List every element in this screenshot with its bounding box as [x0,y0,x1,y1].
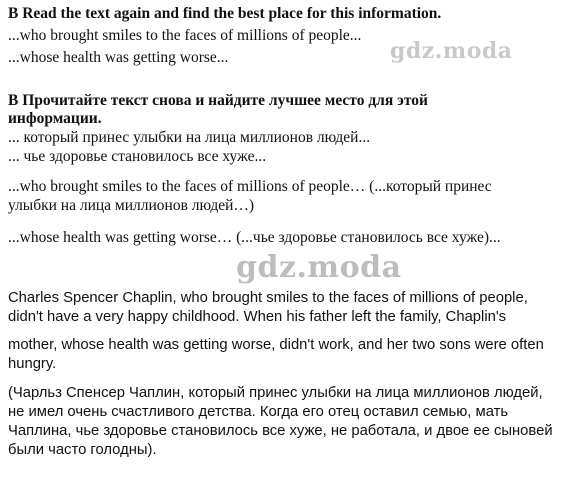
answer-1-line2: улыбки на лица миллионов людей…) [8,197,255,214]
task-item-en-2: ...whose health was getting worse... [8,49,229,66]
task-item-ru-1: ... который принес улыбки на лица миллионов людей... [8,129,371,146]
watermark-middle: gdz.moda [236,250,402,285]
task-item-ru-2: ... чье здоровье становилось все хуже... [8,148,267,165]
watermark-top: gdz.moda [390,38,513,64]
task-heading-ru-line2: информации. [8,110,102,127]
passage-en-line-4: hungry. [8,356,57,372]
passage-en-line-1: Charles Spencer Chaplin, who brought smiles to the faces of millions of people, [8,290,528,306]
passage-ru-line-3: Чаплина, чье здоровье становилось все хуже, не работала, и двое ее сыновей [8,423,553,439]
passage-en-line-3: mother, whose health was getting worse, didn't work, and her two sons were often [8,337,544,353]
passage-en-line-2: didn't have a very happy childhood. When his father left the family, Chaplin's [8,309,507,325]
task-heading-en: B Read the text again and find the best place for this information. [8,5,442,22]
answer-2: ...whose health was getting worse… (...чье здоровье становилось все хуже)... [8,229,501,246]
passage-ru-line-1: (Чарльз Спенсер Чаплин, который принес улыбки на лица миллионов людей, [8,385,543,401]
passage-ru-line-2: не имел очень счастливого детства. Когда его отец оставил семью, мать [8,404,509,420]
task-item-en-1: ...who brought smiles to the faces of millions of people... [8,27,362,44]
task-heading-ru-line1: В Прочитайте текст снова и найдите лучшее место для этой [8,92,428,109]
answer-1-line1: ...who brought smiles to the faces of millions of people… (...который принес [8,178,492,195]
passage-ru-line-4: были часто голодны). [8,442,157,458]
